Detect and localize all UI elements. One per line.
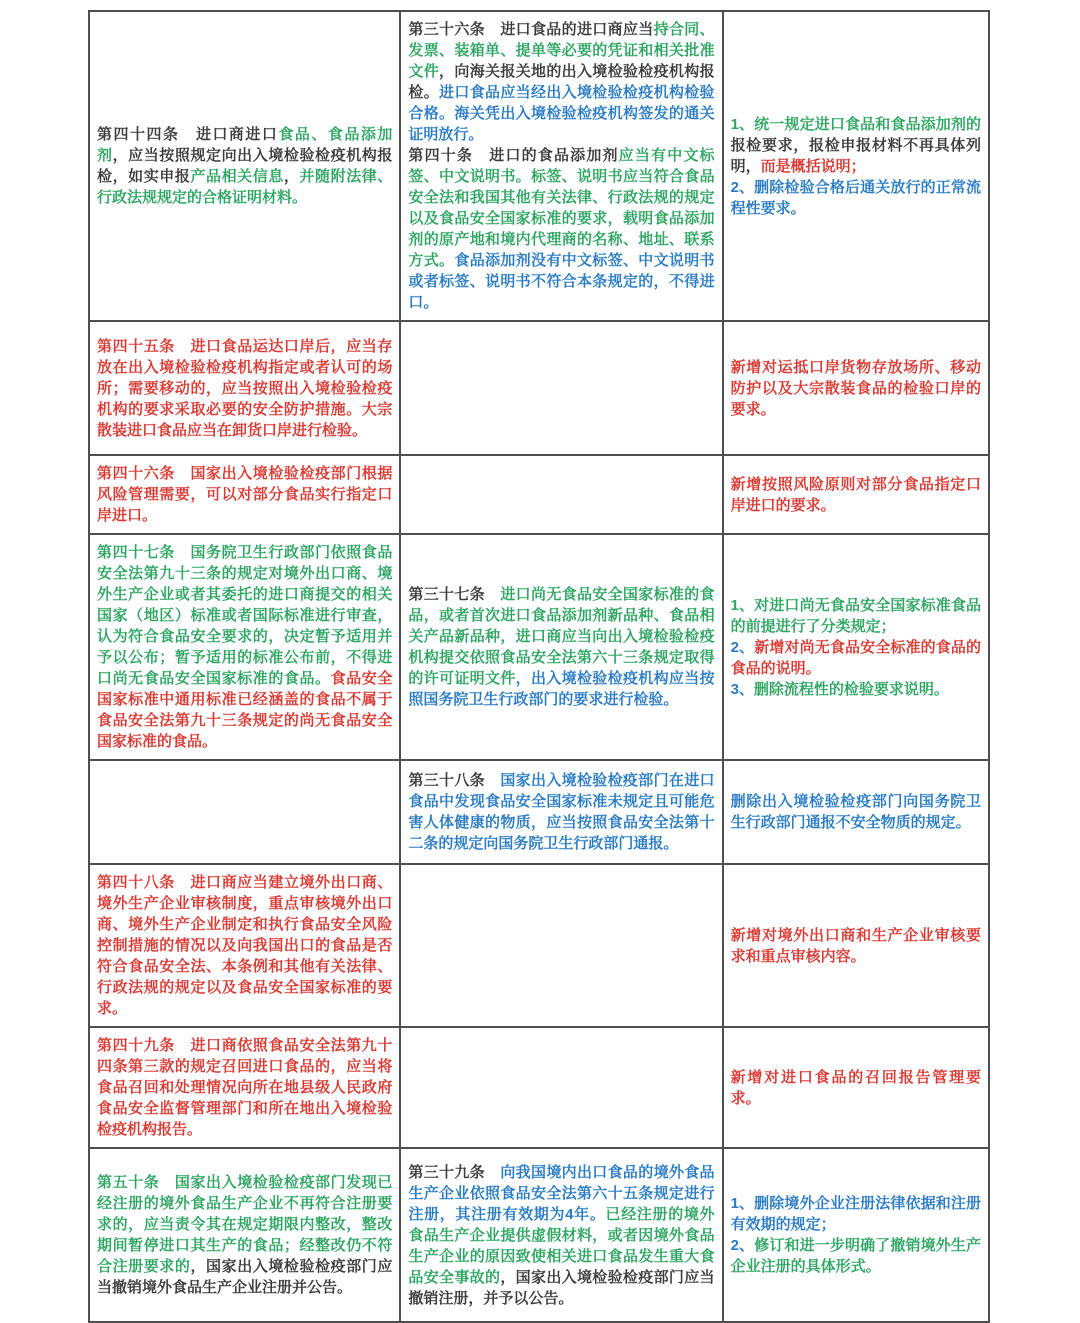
table-cell	[89, 760, 400, 864]
paragraph	[408, 145, 714, 313]
paragraph	[731, 679, 981, 700]
table-cell	[400, 1027, 722, 1148]
text-segment-red: 食品安全国家标准中通用标准已经涵盖的食品不属于食品安全法第九十三条规定的尚无食品安全国家标准的食品。	[97, 670, 393, 750]
paragraph	[97, 542, 392, 752]
text-segment-red: 新增对进口食品的召回报告管理要求。	[730, 1068, 981, 1107]
paragraph	[408, 584, 714, 710]
text-segment-green: 持合同、发票、装箱单、提单等必要的凭证和相关批准文件	[408, 21, 715, 80]
paragraph	[731, 595, 981, 637]
text-segment-black: 第三十八条	[408, 772, 501, 789]
text-segment-black: 第三十九条	[408, 1163, 501, 1181]
table-cell	[723, 534, 989, 760]
text-segment-blue: ，出入境检验检疫机构应当按照国务院卫生行政部门的要求进行检验。	[408, 670, 715, 708]
text-segment-red: 新增对尚无食品安全标准的食品的食品的说明。	[730, 638, 981, 677]
table-cell	[89, 1148, 400, 1322]
paragraph	[731, 357, 981, 420]
table-body	[89, 11, 989, 1322]
table-cell	[723, 864, 989, 1027]
text-segment-green: 已经注册的境外食品生产企业提供虚假材料，或者因境外食品生产企业的原因致使相关进口食品发生重大食品安全事故的	[408, 1205, 715, 1286]
paragraph	[731, 114, 981, 177]
table-cell	[723, 455, 989, 534]
table-row	[89, 1148, 989, 1322]
text-segment-blue: 食品添加剂没有中文标签、中文说明书或者标签、说明书不符合本条规定的，不得进口。	[408, 252, 715, 311]
table-row	[89, 760, 989, 864]
table-row	[89, 321, 989, 455]
table-cell	[89, 864, 400, 1027]
comparison-table-container	[88, 10, 990, 1323]
paragraph	[408, 1162, 714, 1309]
text-segment-red: 第四十九条 进口商依照食品安全法第九十四条第三款的规定召回进口食品的，应当将食品召回和处理情况向所在地县级人民政府食品安全监督管理部门和所在地出入境检验检疫机构报告。	[97, 1037, 393, 1138]
text-segment-red: 新增对境外出口商和生产企业审核要求和重点审核内容。	[730, 926, 981, 965]
paragraph	[731, 177, 981, 219]
table-row	[89, 534, 989, 760]
table-cell	[723, 1027, 989, 1148]
text-segment-black: 第三十六条 进口食品的进口商应当	[408, 21, 654, 38]
table-row	[89, 11, 989, 321]
text-segment-blue: 3、	[730, 680, 754, 698]
paragraph	[97, 463, 392, 526]
regulation-comparison-table	[88, 10, 990, 1323]
text-segment-green: 食品、食品添加剂	[97, 126, 393, 164]
paragraph	[97, 1172, 392, 1298]
text-segment-green: 应当有中文标签、中文说明书。标签、说明书应当符合食品安全法和我国其他有关法律、行政法规的规定以及食品安全国家标准的要求，载明食品添加剂的原产地和境内代理商的名称、地址、联系方式。	[408, 147, 715, 269]
table-cell	[400, 455, 722, 534]
text-segment-red: 而是概括说明；	[760, 157, 866, 175]
text-segment-blue: 2、	[730, 1237, 755, 1254]
table-cell	[400, 1148, 722, 1322]
text-segment-black: 第四十四条 进口商进口	[97, 126, 279, 143]
table-cell	[89, 321, 400, 455]
text-segment-blue: 2、删除检验合格后通关放行的正常流程性要求。	[730, 178, 981, 217]
table-cell	[89, 534, 400, 760]
text-segment-blue: 进口食品应当经出入境检验检疫机构检验合格。海关凭出入境检验检疫机构签发的通关证明放行。	[408, 84, 715, 143]
text-segment-black: ，国家出入境检验检疫部门应当撤销注册，并予以公告。	[408, 1268, 715, 1307]
paragraph	[731, 1235, 981, 1277]
paragraph	[731, 925, 981, 967]
text-segment-red: 第四十六条 国家出入境检验检疫部门根据风险管理需要，可以对部分食品实行指定口岸进口。	[97, 465, 393, 524]
paragraph	[731, 1193, 981, 1235]
text-segment-blue: 国家出入境检验检疫部门在进口食品中发现食品安全国家标准未规定且可能危害人体健康的物质，应当按照食品安全法第十二条的规定向国务院卫生行政部门通报。	[408, 772, 715, 852]
text-segment-black: ，	[283, 168, 300, 185]
table-cell	[89, 455, 400, 534]
text-segment-red: 第四十五条 进口食品运达口岸后，应当存放在出入境检验检疫机构指定或者认可的场所；需要移动的，应当按照出入境检验检疫机构的要求采取必要的安全防护措施。大宗散装进口食品应当在卸货口岸进行检验。	[97, 337, 393, 439]
table-cell	[400, 760, 722, 864]
text-segment-green: 1、统一规定进口食品和食品添加剂的	[730, 115, 981, 133]
text-segment-green: 第四十七条 国务院卫生行政部门依照食品安全法第九十三条的规定对境外出口商、境外生产企业或者其委托的进口商提交的相关国家（地区）标准或者国际标准进行审查，认为符合食品安全要求的，决定暂予适用并予以公布；暂予适用的标准公布前，不得进口尚无食品安全国家标准的食品。	[97, 544, 393, 687]
paragraph	[731, 1067, 981, 1109]
table-row	[89, 455, 989, 534]
text-segment-blue: 删除出入境检验检疫部门向国务院卫生行政部门通报不安全物质的规定。	[730, 793, 981, 831]
text-segment-green: 1、对进口尚无食品安全国家标准食品的前提进行了分类规定；	[730, 596, 981, 635]
paragraph	[97, 1035, 392, 1140]
paragraph	[97, 336, 392, 441]
text-segment-green: 删除流程性的检验要求说明。	[753, 680, 949, 698]
table-row	[89, 1027, 989, 1148]
table-cell	[89, 1027, 400, 1148]
text-segment-black: 报检要求，报检申报材料不再具体列明，	[730, 136, 981, 175]
table-cell	[723, 11, 989, 321]
table-cell	[400, 864, 722, 1027]
text-segment-red: 新增按照风险原则对部分食品指定口岸进口的要求。	[730, 475, 981, 514]
paragraph	[97, 872, 392, 1019]
text-segment-black: ，应当按照规定向出入境检验检疫机构报检，如实申报	[97, 147, 393, 185]
table-cell	[89, 11, 400, 321]
text-segment-blue: 向我国境内出口食品的境外食品生产企业依照食品安全法第六十五条规定进行注册，其注册有效期为4年。	[408, 1163, 715, 1223]
text-segment-red: 第四十八条 进口商应当建立境外出口商、境外生产企业审核制度，重点审核境外出口商、境外生产企业制定和执行食品安全风险控制措施的情况以及向我国出口的食品是否符合食品安全法、本条例和其他有关法律、行政法规的规定以及食品安全国家标准的要求。	[97, 874, 393, 1017]
text-segment-blue: 1、删除境外企业注册法律依据和注册有效期的规定；	[730, 1195, 981, 1233]
text-segment-black: 第三十七条	[408, 586, 501, 603]
text-segment-green: 产品相关信息	[190, 168, 284, 185]
paragraph	[408, 770, 714, 854]
paragraph	[97, 124, 392, 208]
text-segment-blue: 2、	[730, 638, 755, 656]
text-segment-green: 第五十条 国家出入境检验检疫部门发现已经注册的境外食品生产企业不再符合注册要求的，应当责令其在规定期限内整改，整改期间暂停进口其生产的食品；经整改仍不符合注册要求的	[97, 1174, 393, 1275]
table-cell	[723, 321, 989, 455]
paragraph	[408, 19, 714, 145]
text-segment-red: 新增对运抵口岸货物存放场所、移动防护以及大宗散装食品的检验口岸的要求。	[730, 358, 981, 418]
table-cell	[400, 321, 722, 455]
paragraph	[731, 637, 981, 679]
table-cell	[400, 534, 722, 760]
text-segment-black: 第四十条 进口的食品添加剂	[408, 147, 619, 164]
table-cell	[723, 760, 989, 864]
text-segment-black: ，向海关报关地的出入境检验检疫机构报检。	[408, 63, 715, 101]
text-segment-black: ，国家出入境检验检疫部门应当撤销境外食品生产企业注册并公告。	[97, 1258, 393, 1296]
table-cell	[723, 1148, 989, 1322]
paragraph	[731, 791, 981, 833]
text-segment-green: 并随附法律、行政法规规定的合格证明材料。	[97, 168, 393, 206]
table-row	[89, 864, 989, 1027]
table-cell	[400, 11, 722, 321]
text-segment-green: 修订和进一步明确了撤销境外生产企业注册的具体形式。	[730, 1237, 981, 1275]
text-segment-green: 进口尚无食品安全国家标准的食品，或者首次进口食品添加剂新品种、食品相关产品新品种，进口商应当向出入境检验检疫机构提交依照食品安全法第六十三条规定取得的许可证明文件	[408, 586, 715, 687]
paragraph	[731, 474, 981, 516]
